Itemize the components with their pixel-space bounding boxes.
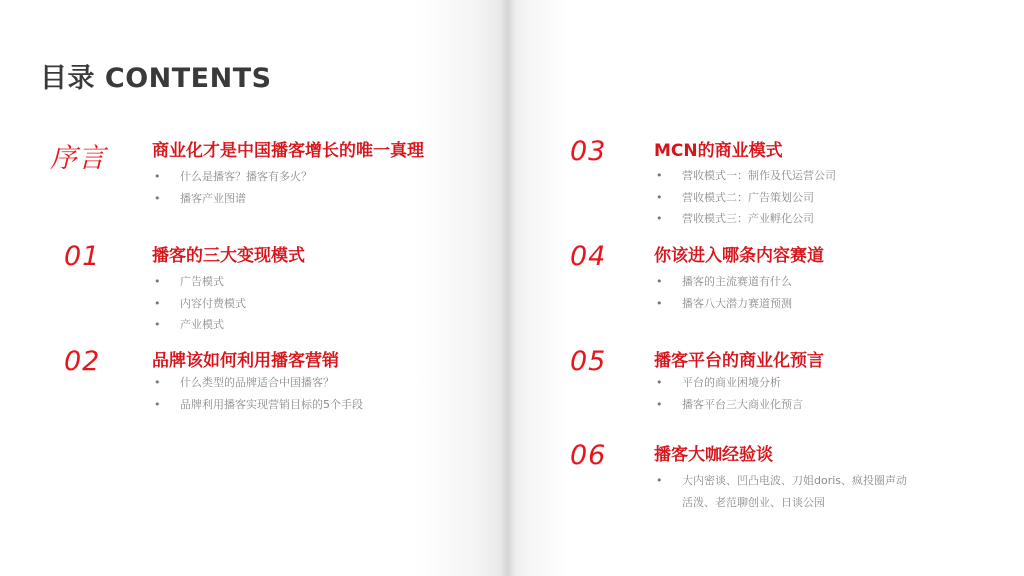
list-item: • 品牌利用播客实现营销目标的5个手段 [154, 394, 363, 416]
section-heading: 播客的三大变现模式 [152, 246, 305, 266]
list-item: • 什么类型的品牌适合中国播客？ [154, 372, 363, 394]
section-items [656, 372, 803, 415]
list-item: • 什么是播客？播客有多火？ [154, 166, 312, 188]
list-item: • 产业模式 [154, 314, 246, 336]
section-heading: 播客大咖经验谈 [654, 445, 773, 465]
section-heading: 商业化才是中国播客增长的唯一真理 [152, 141, 424, 161]
section-number: 04 [570, 241, 607, 272]
section-number: 序言 [50, 143, 106, 174]
section-items [656, 470, 912, 513]
section-heading: MCN的商业模式 [654, 141, 783, 161]
section-number: 01 [64, 241, 101, 272]
section-heading: 你该进入哪条内容赛道 [654, 246, 824, 266]
section-items [154, 372, 363, 415]
book-spine [500, 0, 516, 576]
list-item: • 平台的商业困境分析 [656, 372, 803, 394]
list-item: • 播客平台三大商业化预言 [656, 394, 803, 416]
section-number: 03 [570, 136, 607, 167]
list-item: • 播客产业图谱 [154, 188, 312, 210]
list-item: • 营收模式二：广告策划公司 [656, 187, 836, 209]
list-item: • 大内密谈、凹凸电波、刀姐doris、疯投圈声动活泼、老范聊创业、日谈公园 [656, 470, 912, 513]
section-number: 05 [570, 346, 607, 377]
section-number: 06 [570, 440, 607, 471]
list-item: • 广告模式 [154, 271, 246, 293]
section-heading: 品牌该如何利用播客营销 [152, 351, 339, 371]
section-heading: 播客平台的商业化预言 [654, 351, 824, 371]
section-items [154, 166, 312, 209]
section-items [154, 271, 246, 336]
list-item: • 播客的主流赛道有什么 [656, 271, 792, 293]
list-item: • 内容付费模式 [154, 293, 246, 315]
list-item: • 营收模式三：产业孵化公司 [656, 208, 836, 230]
list-item: • 营收模式一：制作及代运营公司 [656, 165, 836, 187]
section-number: 02 [64, 346, 101, 377]
list-item: • 播客八大潜力赛道预测 [656, 293, 792, 315]
page-title: 目录 CONTENTS [40, 63, 272, 94]
section-items [656, 271, 792, 314]
section-items [656, 165, 836, 230]
